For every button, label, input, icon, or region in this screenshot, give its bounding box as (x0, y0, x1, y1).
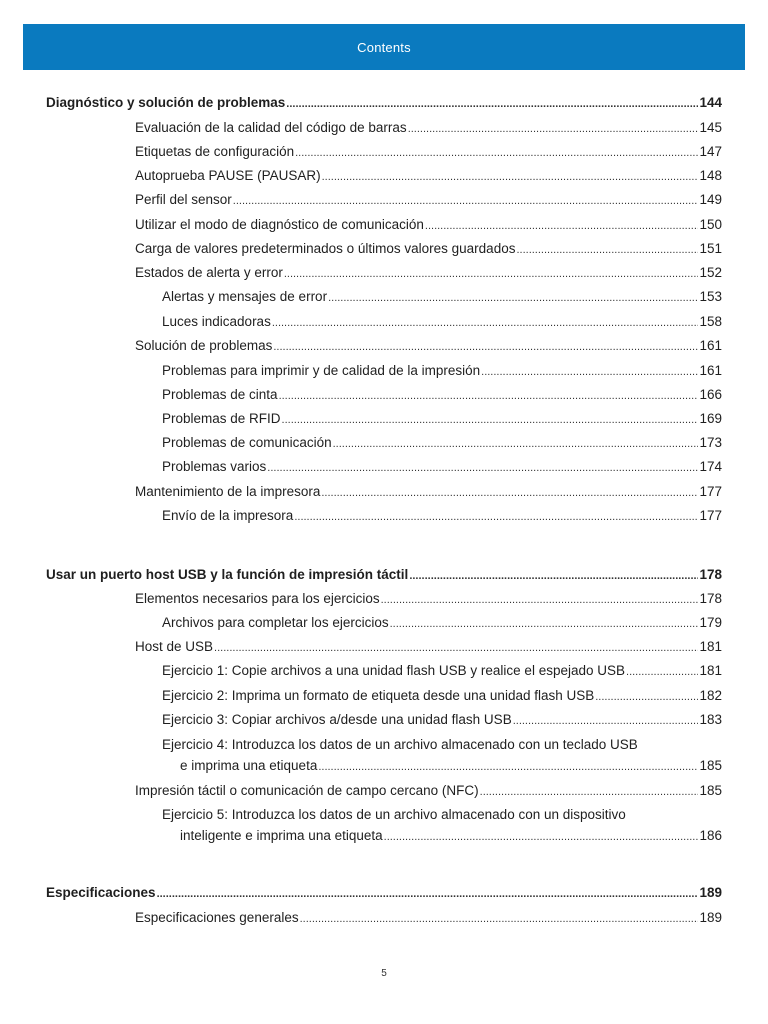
toc-entry-title: Estados de alerta y error (135, 265, 283, 280)
toc-dot-leader (272, 314, 699, 332)
toc-page-number: 169 (699, 411, 722, 426)
toc-entry[interactable] (135, 191, 722, 210)
toc-entry-title: Ejercicio 1: Copie archivos a una unidad flash USB y realice el espejado USB (162, 663, 626, 678)
toc-dot-leader (384, 828, 699, 846)
toc-dot-leader (295, 144, 698, 162)
toc-page-number: 181 (699, 663, 722, 678)
toc-dot-leader (322, 168, 699, 186)
toc-dot-leader (425, 217, 699, 235)
toc-entry[interactable] (180, 827, 722, 846)
toc-entry[interactable] (180, 757, 722, 776)
toc-page-number: 177 (699, 508, 722, 523)
toc-page-number: 182 (699, 688, 722, 703)
toc-dot-leader (284, 265, 699, 283)
toc-dot-leader (513, 712, 699, 730)
toc-page-number: 185 (699, 783, 722, 798)
toc-entry-title: Host de USB (135, 639, 214, 654)
toc-page-number: 183 (699, 712, 722, 727)
toc-entry[interactable] (135, 264, 722, 283)
toc-entry[interactable] (162, 507, 722, 526)
toc-entry-title: Diagnóstico y solución de problemas (46, 95, 286, 110)
toc-entry[interactable] (162, 711, 722, 730)
toc-page-number: 189 (699, 885, 722, 900)
toc-dot-leader (318, 758, 698, 776)
toc-dot-leader (157, 885, 699, 903)
toc-entry-title[interactable]: Ejercicio 5: Introduzca los datos de un archivo almacenado con un dispositivo (162, 807, 626, 822)
toc-page-number: 166 (699, 387, 722, 402)
toc-entry-title: Problemas de comunicación (162, 435, 332, 450)
toc-entry-title: Problemas de cinta (162, 387, 278, 402)
toc-page-number: 144 (699, 95, 722, 110)
toc-page-number: 189 (699, 910, 722, 925)
toc-page-number: 145 (699, 120, 722, 135)
toc-page-number: 174 (699, 459, 722, 474)
toc-entry-title: Etiquetas de configuración (135, 144, 295, 159)
toc-entry[interactable] (135, 240, 722, 259)
toc-page-number: 161 (699, 338, 722, 353)
toc-entry[interactable] (162, 434, 722, 453)
toc-dot-leader (408, 120, 699, 138)
toc-entry-title: Impresión táctil o comunicación de campo cercano (NFC) (135, 783, 479, 798)
toc-entry-title: Autoprueba PAUSE (PAUSAR) (135, 168, 321, 183)
toc-dot-leader (481, 363, 698, 381)
toc-entry[interactable] (135, 119, 722, 138)
toc-entry[interactable] (135, 483, 722, 502)
toc-entry-title: Problemas para imprimir y de calidad de la impresión (162, 363, 481, 378)
toc-entry[interactable] (135, 337, 722, 356)
toc-dot-leader (267, 459, 698, 477)
toc-dot-leader (294, 508, 698, 526)
toc-entry-title: Problemas de RFID (162, 411, 281, 426)
toc-page-number: 150 (699, 217, 722, 232)
toc-chapter-entry[interactable] (46, 94, 722, 113)
toc-dot-leader (282, 411, 699, 429)
toc-dot-leader (516, 241, 698, 259)
toc-page-number: 173 (699, 435, 722, 450)
toc-chapter-entry[interactable] (46, 884, 722, 903)
toc-entry[interactable] (135, 143, 722, 162)
toc-dot-leader (595, 688, 698, 706)
toc-dot-leader (286, 95, 698, 113)
toc-page-number: 152 (699, 265, 722, 280)
toc-page-number: 149 (699, 192, 722, 207)
toc-entry[interactable] (162, 458, 722, 477)
toc-page-number: 161 (699, 363, 722, 378)
toc-page-number: 148 (699, 168, 722, 183)
toc-entry[interactable] (162, 288, 722, 307)
toc-page-number: 158 (699, 314, 722, 329)
toc-dot-leader (279, 387, 699, 405)
toc-entry-title: Evaluación de la calidad del código de barras (135, 120, 407, 135)
page-header-title: Contents (357, 39, 411, 55)
toc-entry-title: Utilizar el modo de diagnóstico de comunicación (135, 217, 424, 232)
toc-entry-title: Archivos para completar los ejercicios (162, 615, 389, 630)
toc-page-number: 151 (699, 241, 722, 256)
toc-entry[interactable] (162, 410, 722, 429)
toc-entry[interactable] (135, 909, 722, 928)
toc-dot-leader (409, 567, 698, 585)
toc-entry-title: Envío de la impresora (162, 508, 294, 523)
toc-entry[interactable] (162, 362, 722, 381)
toc-entry-title: Solución de problemas (135, 338, 273, 353)
toc-dot-leader (233, 192, 699, 210)
toc-entry[interactable] (135, 167, 722, 186)
toc-page-number: 185 (699, 758, 722, 773)
toc-entry-title-continued: e imprima una etiqueta (180, 758, 318, 773)
toc-dot-leader (626, 663, 698, 681)
toc-entry-title: Problemas varios (162, 459, 267, 474)
toc-dot-leader (390, 615, 699, 633)
toc-entry[interactable] (162, 614, 722, 633)
toc-dot-leader (321, 484, 698, 502)
toc-entry[interactable] (135, 782, 722, 801)
toc-entry[interactable] (162, 687, 722, 706)
toc-dot-leader (328, 289, 698, 307)
toc-entry[interactable] (135, 590, 722, 609)
toc-dot-leader (480, 783, 699, 801)
toc-page-number: 179 (699, 615, 722, 630)
toc-entry[interactable] (135, 638, 722, 657)
toc-entry-title: Alertas y mensajes de error (162, 289, 328, 304)
toc-dot-leader (333, 435, 699, 453)
toc-page-number: 177 (699, 484, 722, 499)
toc-entry-title: Luces indicadoras (162, 314, 271, 329)
toc-page-number: 181 (699, 639, 722, 654)
toc-entry-title: Carga de valores predeterminados o últimos valores guardados (135, 241, 516, 256)
toc-dot-leader (381, 591, 699, 609)
toc-entry-title: Perfil del sensor (135, 192, 232, 207)
toc-entry-title: Elementos necesarios para los ejercicios (135, 591, 380, 606)
toc-entry-title: Usar un puerto host USB y la función de impresión táctil (46, 567, 409, 582)
toc-entry-title: Ejercicio 2: Imprima un formato de etiqueta desde una unidad flash USB (162, 688, 595, 703)
toc-entry[interactable] (162, 386, 722, 405)
toc-page-number: 178 (699, 591, 722, 606)
toc-entry-title-continued: inteligente e imprima una etiqueta (180, 828, 383, 843)
toc-page-number: 147 (699, 144, 722, 159)
toc-entry-title: Especificaciones generales (135, 910, 299, 925)
toc-chapter-entry[interactable] (46, 566, 722, 585)
toc-dot-leader (214, 639, 698, 657)
toc-dot-leader (273, 338, 698, 356)
toc-entry[interactable] (162, 313, 722, 332)
toc-page-number: 153 (699, 289, 722, 304)
toc-entry[interactable] (162, 662, 722, 681)
toc-entry[interactable] (135, 216, 722, 235)
toc-page-number: 186 (699, 828, 722, 843)
toc-entry-title[interactable]: Ejercicio 4: Introduzca los datos de un archivo almacenado con un teclado USB (162, 737, 638, 752)
toc-dot-leader (300, 910, 699, 928)
toc-entry-title: Mantenimiento de la impresora (135, 484, 321, 499)
page-number: 5 (381, 968, 387, 979)
toc-entry-title: Especificaciones (46, 885, 156, 900)
toc-page-number: 178 (699, 567, 722, 582)
toc-entry-title: Ejercicio 3: Copiar archivos a/desde una unidad flash USB (162, 712, 512, 727)
